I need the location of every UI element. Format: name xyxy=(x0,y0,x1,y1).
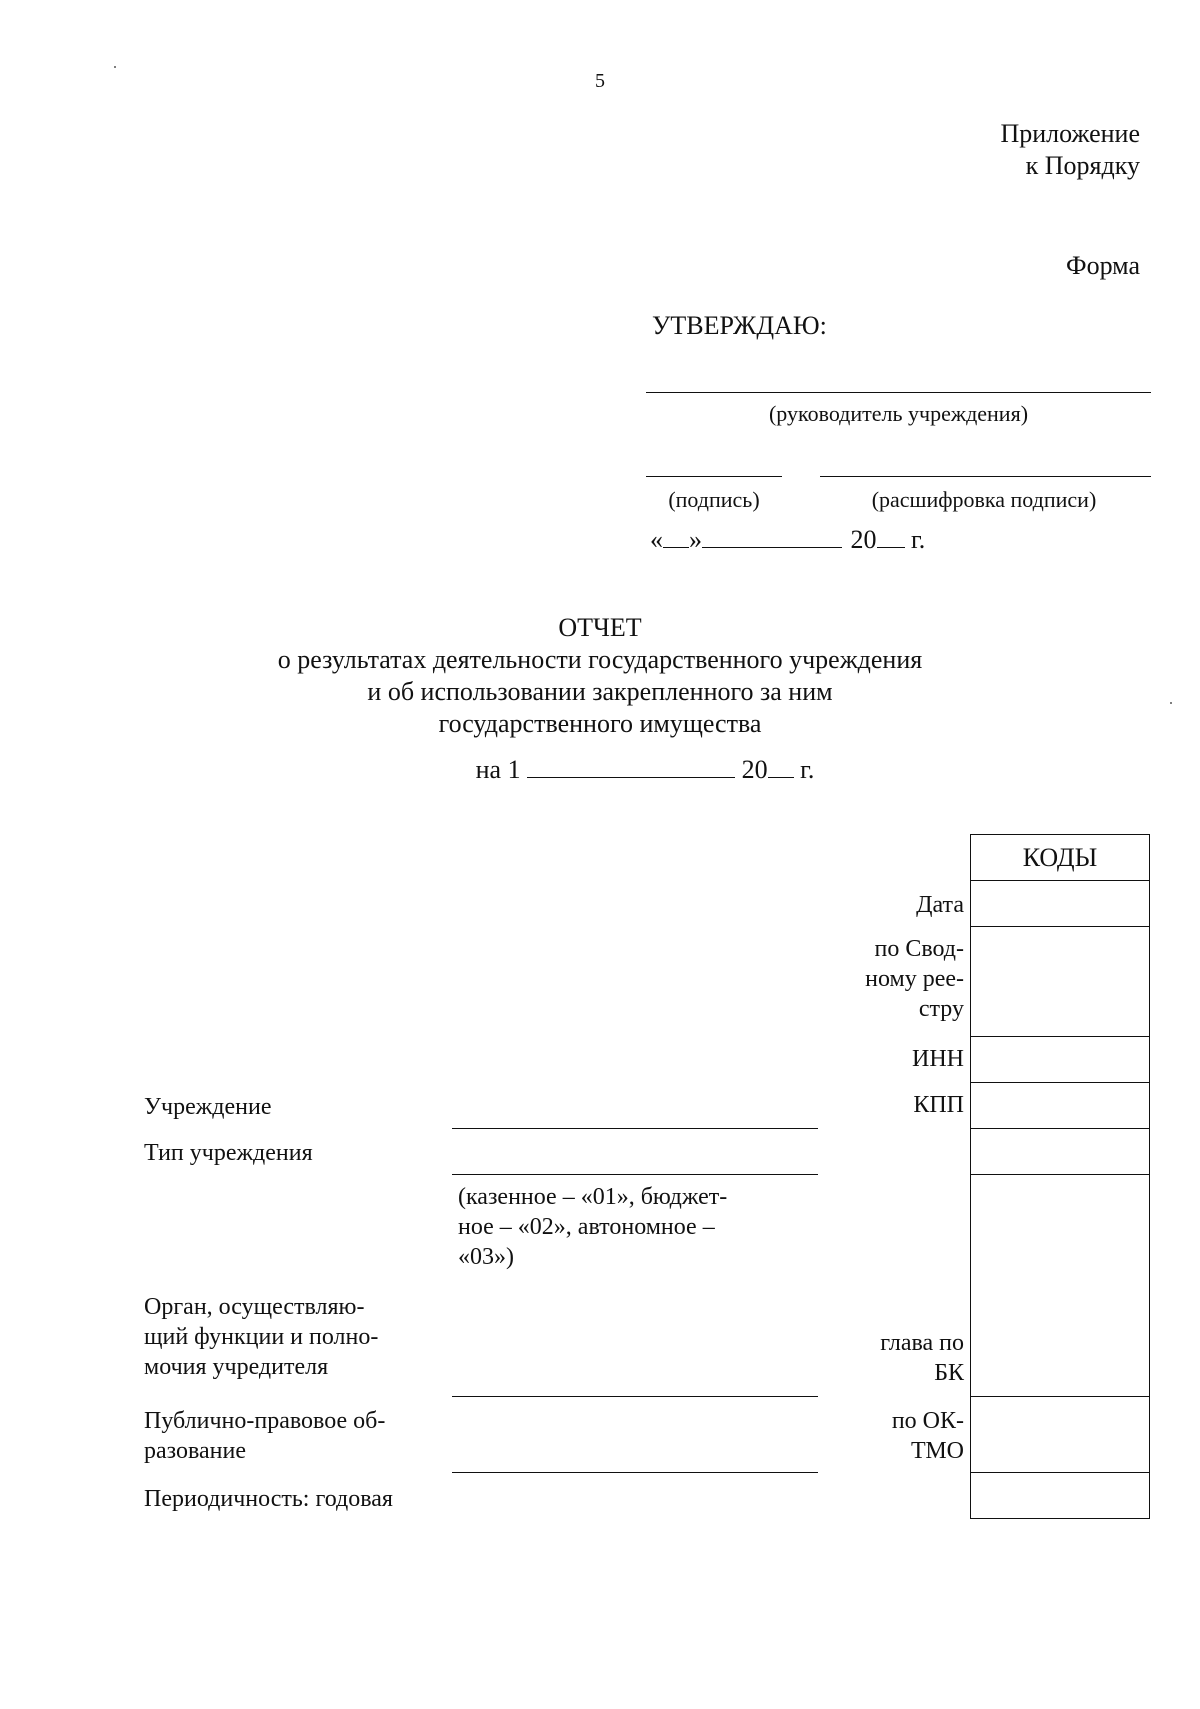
report-subtitle-line-3: государственного имущества xyxy=(438,709,762,738)
code-label-inn: ИНН xyxy=(912,1046,964,1072)
codes-row-border xyxy=(970,1174,1150,1175)
report-date-blank[interactable] xyxy=(527,777,735,778)
appendix-title xyxy=(1000,118,1140,182)
code-label-oktmo-line-2: ТМО xyxy=(910,1438,964,1464)
date-close-quote: » xyxy=(689,525,702,554)
codes-row-border xyxy=(970,834,1150,835)
field-label-public-entity-line-1: Публично-правовое об- xyxy=(144,1408,386,1434)
report-date-prefix: на 1 xyxy=(475,755,521,784)
scan-speck xyxy=(114,66,116,68)
codes-table-left-border xyxy=(970,834,971,1518)
code-label-chapter-line-2: БК xyxy=(934,1360,964,1386)
report-year-suffix: г. xyxy=(800,755,815,784)
report-date xyxy=(0,754,1200,786)
day-blank[interactable] xyxy=(663,547,689,548)
code-label-registry-line-3: стру xyxy=(918,996,964,1022)
field-label-periodicity: Периодичность: годовая xyxy=(144,1486,393,1512)
year-prefix: 20 xyxy=(850,525,877,554)
field-label-founder xyxy=(144,1292,378,1382)
signature-line[interactable] xyxy=(646,476,782,477)
codes-table-right-border xyxy=(1149,834,1150,1518)
code-label-oktmo xyxy=(892,1406,964,1466)
institution-input-line[interactable] xyxy=(452,1128,818,1129)
head-name-line[interactable] xyxy=(646,392,1151,393)
appendix-line-2: к Порядку xyxy=(1025,151,1140,180)
field-label-founder-line-3: мочия учредителя xyxy=(144,1354,329,1380)
year-suffix: г. xyxy=(911,525,926,554)
approval-title: УТВЕРЖДАЮ: xyxy=(652,311,827,340)
type-hint-line-2: ное – «02», автономное – xyxy=(458,1214,715,1240)
codes-row-border xyxy=(970,1396,1150,1397)
report-year-blank[interactable] xyxy=(768,777,794,778)
codes-header: КОДЫ xyxy=(1022,843,1098,872)
transcript-caption: (расшифровка подписи) xyxy=(871,487,1097,512)
type-hint-line-3: «03») xyxy=(458,1244,514,1270)
institution-type-input-line[interactable] xyxy=(452,1174,818,1175)
signature-caption: (подпись) xyxy=(668,487,760,512)
field-label-institution: Учреждение xyxy=(144,1094,272,1120)
month-blank[interactable] xyxy=(702,547,842,548)
codes-row-border xyxy=(970,1518,1150,1519)
codes-row-border xyxy=(970,1128,1150,1129)
code-label-registry xyxy=(865,934,964,1024)
codes-row-border xyxy=(970,880,1150,881)
report-heading xyxy=(0,612,1200,740)
year-blank[interactable] xyxy=(877,547,905,548)
field-label-founder-line-2: щий функции и полно- xyxy=(144,1324,379,1350)
code-label-registry-line-2: ному рее- xyxy=(865,966,964,992)
report-title: ОТЧЕТ xyxy=(558,613,642,642)
code-label-oktmo-line-1: по ОК- xyxy=(891,1408,964,1434)
founder-input-line[interactable] xyxy=(452,1396,818,1397)
field-label-public-entity xyxy=(144,1406,385,1466)
field-label-founder-line-1: Орган, осуществляю- xyxy=(144,1294,365,1320)
page-number: 5 xyxy=(595,70,605,92)
field-label-public-entity-line-2: разование xyxy=(144,1438,246,1464)
public-entity-input-line[interactable] xyxy=(452,1472,818,1473)
code-label-chapter xyxy=(880,1328,964,1388)
report-subtitle-line-2: и об использовании закрепленного за ним xyxy=(367,677,833,706)
code-label-registry-line-1: по Свод- xyxy=(874,936,964,962)
head-caption: (руководитель учреждения) xyxy=(768,401,1029,426)
code-label-date: Дата xyxy=(916,892,964,918)
report-subtitle-line-1: о результатах деятельности государственного учреждения xyxy=(277,645,923,674)
codes-row-border xyxy=(970,1082,1150,1083)
institution-type-hint xyxy=(458,1182,727,1272)
date-open-quote: « xyxy=(650,525,663,554)
codes-row-border xyxy=(970,1036,1150,1037)
codes-row-border xyxy=(970,1472,1150,1473)
appendix-line-1: Приложение xyxy=(1000,119,1140,148)
code-label-kpp: КПП xyxy=(913,1092,964,1118)
codes-row-border xyxy=(970,926,1150,927)
signature-transcript-line[interactable] xyxy=(820,476,1151,477)
report-year-prefix: 20 xyxy=(741,755,768,784)
type-hint-line-1: (казенное – «01», бюджет- xyxy=(458,1184,728,1210)
form-label: Форма xyxy=(1066,251,1140,280)
code-label-chapter-line-1: глава по xyxy=(880,1330,964,1356)
field-label-institution-type: Тип учреждения xyxy=(144,1140,313,1166)
approval-date xyxy=(650,524,925,556)
